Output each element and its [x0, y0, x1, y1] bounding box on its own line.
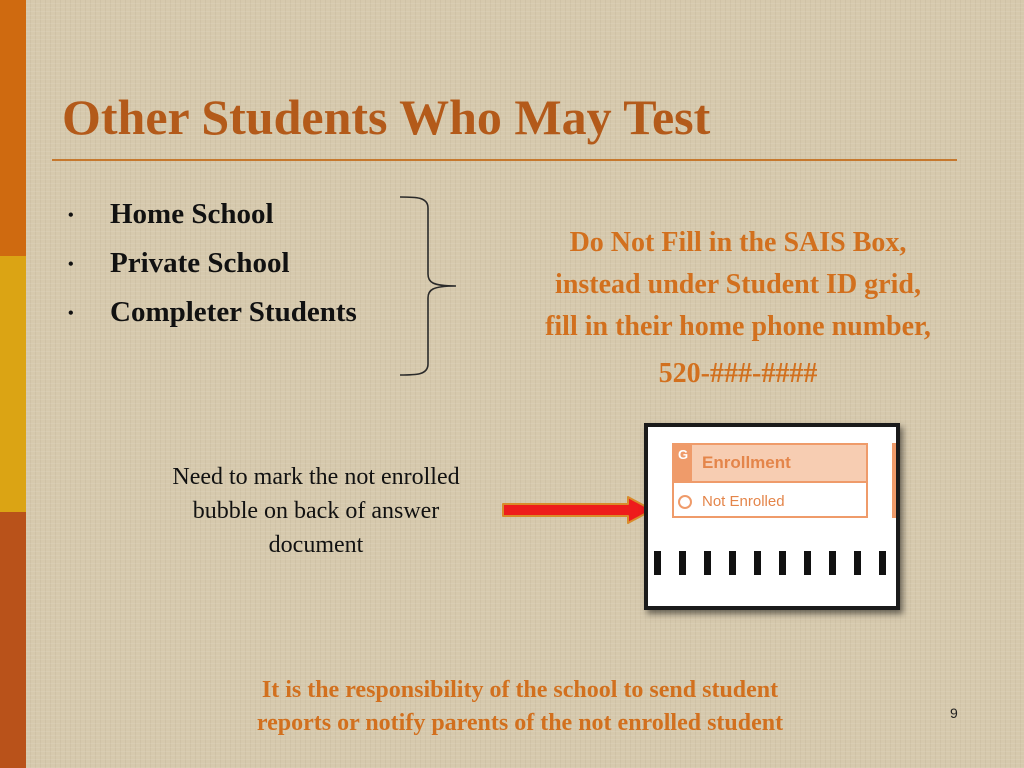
bubble-instruction — [140, 460, 492, 562]
adjacent-section-edge — [892, 443, 896, 518]
footer-line: reports or notify parents of the not enrolled student — [256, 710, 784, 736]
list-item-label: Completer Students — [110, 296, 357, 328]
section-title: Enrollment — [702, 453, 791, 472]
list-item — [68, 294, 357, 343]
enrollment-section — [672, 443, 868, 518]
responsibility-note — [150, 674, 890, 740]
sais-instruction-note — [478, 222, 998, 395]
phone-format: 520-###-#### — [658, 358, 818, 389]
note-line: fill in their home phone number, — [545, 311, 931, 342]
right-brace-icon — [398, 194, 460, 380]
list-item-label: Private School — [110, 247, 290, 279]
accent-stripe-middle — [0, 256, 26, 512]
pointer-arrow-icon — [500, 493, 656, 527]
bullet-marker: • — [68, 256, 74, 273]
title-divider — [52, 159, 957, 161]
slide-title: Other Students Who May Test — [62, 89, 711, 145]
accent-stripe-top — [0, 0, 26, 256]
student-type-list — [68, 196, 357, 343]
enrollment-header — [674, 445, 866, 483]
note-line: instead under Student ID grid, — [555, 269, 921, 300]
not-enrolled-option: Not Enrolled — [702, 493, 785, 510]
bullet-marker: • — [68, 305, 74, 322]
footer-line: It is the responsibility of the school to send student — [261, 677, 779, 703]
note-line: Do Not Fill in the SAIS Box, — [569, 227, 907, 258]
timing-marks-icon — [654, 551, 890, 577]
page-number: 9 — [950, 705, 958, 721]
bullet-marker: • — [68, 207, 74, 224]
section-letter: G — [674, 445, 692, 481]
list-item — [68, 196, 357, 245]
instruction-line: Need to mark the not enrolled — [172, 464, 460, 490]
answer-document-image — [644, 423, 900, 610]
list-item — [68, 245, 357, 294]
accent-stripe-bottom — [0, 512, 26, 768]
not-enrolled-bubble-icon — [678, 495, 692, 509]
instruction-line: bubble on back of answer — [192, 498, 440, 524]
list-item-label: Home School — [110, 198, 274, 230]
instruction-line: document — [268, 532, 364, 558]
